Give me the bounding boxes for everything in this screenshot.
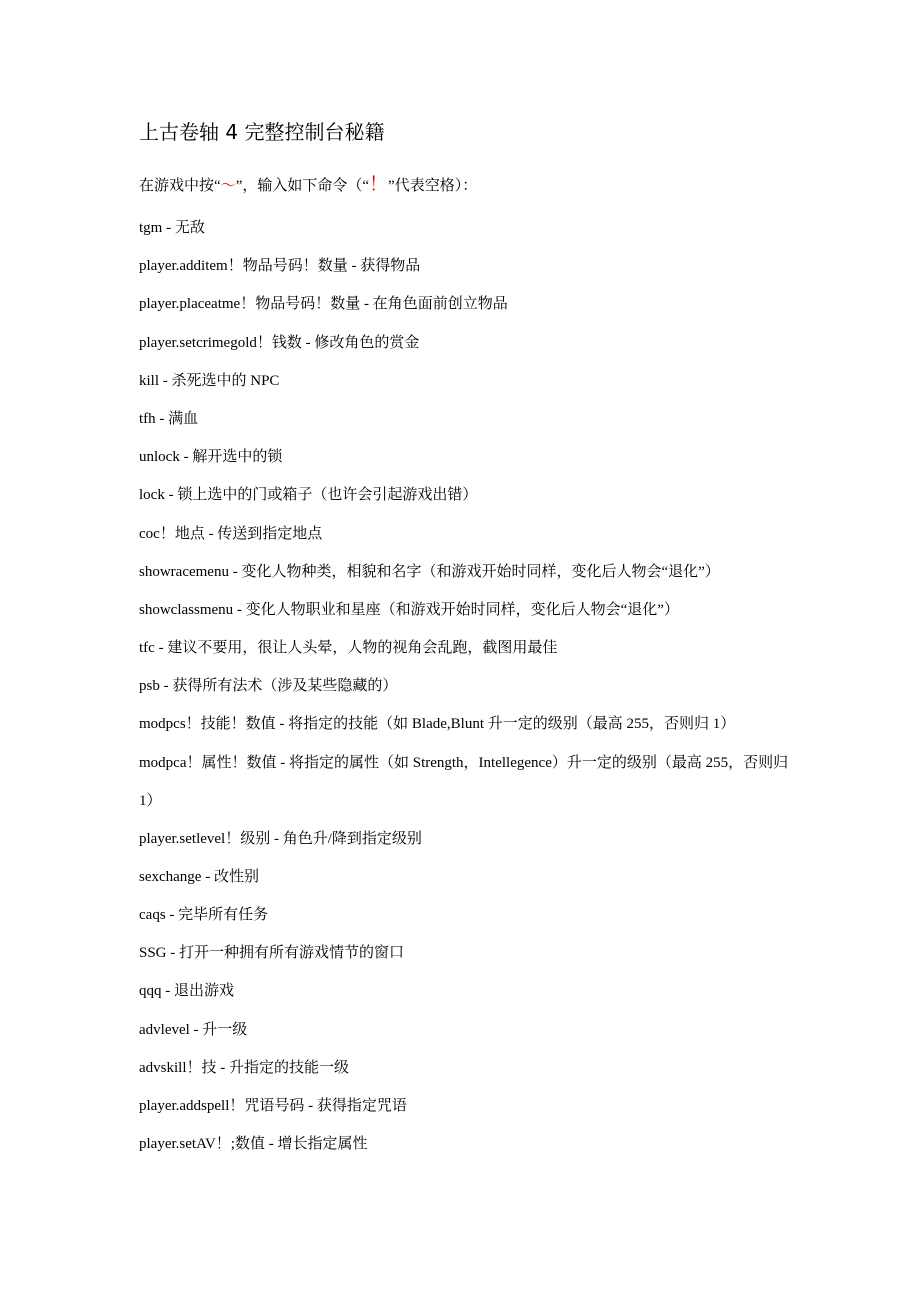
command-item: showclassmenu - 变化人物职业和星座（和游戏开始时同样，变化后人物会“退化”） — [139, 601, 679, 618]
command-item: SSG - 打开一种拥有所有游戏情节的窗口 — [139, 945, 405, 962]
intro-line — [139, 173, 477, 198]
space-symbol: ！ — [369, 174, 389, 195]
command-item: player.setlevel！级别 - 角色升/降到指定级别 — [139, 830, 422, 847]
intro-text-before: 在游戏中按“ — [139, 178, 221, 194]
tilde-key-symbol: ～ — [220, 178, 236, 194]
command-item: advlevel - 升一级 — [139, 1021, 248, 1038]
command-item: caqs - 完毕所有任务 — [139, 907, 269, 923]
command-item: qqq - 退出游戏 — [139, 983, 234, 1000]
command-item: player.placeatme！物品号码！数量 - 在角色面前创立物品 — [139, 296, 508, 313]
command-item: tfc - 建议不要用，很让人头晕，人物的视角会乱跑，截图用最佳 — [139, 640, 558, 657]
command-item: tgm - 无敌 — [139, 220, 205, 236]
command-item: player.setcrimegold！钱数 - 修改角色的赏金 — [139, 334, 420, 351]
command-item: unlock - 解开选中的锁 — [139, 449, 283, 466]
command-item: modpcs！技能！数值 - 将指定的技能（如 Blade,Blunt 升一定的级别（最高 255，否则归 1） — [139, 716, 736, 733]
command-item: kill - 杀死选中的 NPC — [139, 372, 280, 389]
command-item: tfh - 满血 — [139, 410, 199, 427]
command-item: modpca！属性！数值 - 将指定的属性（如 Strength，Intellegence）升一定的级别（最高 255，否则归 1） — [139, 754, 789, 809]
command-item: advskill！技 - 升指定的技能一级 — [139, 1059, 349, 1076]
command-item: psb - 获得所有法术（涉及某些隐藏的） — [139, 678, 398, 695]
command-list — [139, 216, 799, 1170]
intro-text-middle: ”，输入如下命令（“ — [235, 178, 370, 194]
command-item: showracemenu - 变化人物种类，相貌和名字（和游戏开始时同样，变化后人物会“退化”） — [139, 563, 720, 580]
intro-text-after: ”代表空格）： — [388, 178, 478, 194]
command-item: player.addspell！咒语号码 - 获得指定咒语 — [139, 1097, 407, 1114]
command-item: player.setAV！;数值 - 增长指定属性 — [139, 1136, 368, 1153]
document-title: 上古卷轴 4 完整控制台秘籍 — [139, 120, 385, 144]
command-item: lock - 锁上选中的门或箱子（也许会引起游戏出错） — [139, 487, 478, 504]
command-item: sexchange - 改性别 — [139, 868, 259, 885]
command-item: coc！地点 - 传送到指定地点 — [139, 525, 323, 542]
command-item: player.additem！物品号码！数量 - 获得物品 — [139, 258, 421, 275]
